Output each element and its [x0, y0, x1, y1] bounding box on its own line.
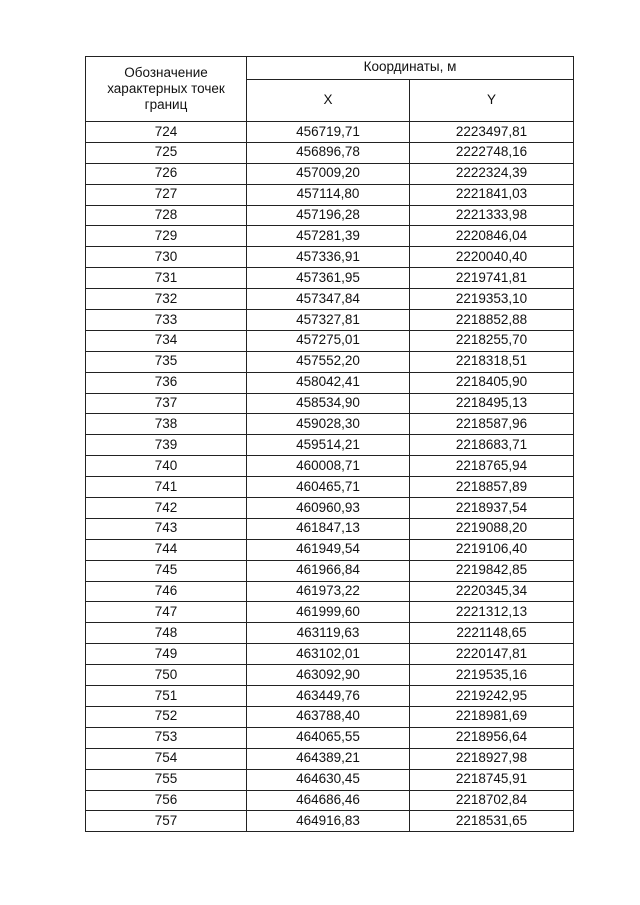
table-row: [86, 623, 574, 644]
cell-point-id: 727: [86, 184, 247, 205]
table-row: [86, 727, 574, 748]
cell-point-id: 724: [86, 122, 247, 143]
cell-point-id: 741: [86, 477, 247, 498]
cell-y: 2218745,91: [410, 769, 574, 790]
cell-x: 463449,76: [247, 686, 410, 707]
cell-point-id: 747: [86, 602, 247, 623]
cell-point-id: 754: [86, 748, 247, 769]
cell-y: 2218405,90: [410, 372, 574, 393]
table-row: [86, 498, 574, 519]
cell-x: 461973,22: [247, 581, 410, 602]
table-row: [86, 414, 574, 435]
cell-y: 2219353,10: [410, 289, 574, 310]
cell-x: 464065,55: [247, 727, 410, 748]
cell-point-id: 732: [86, 289, 247, 310]
cell-point-id: 734: [86, 330, 247, 351]
table-row: [86, 560, 574, 581]
cell-point-id: 738: [86, 414, 247, 435]
cell-point-id: 750: [86, 665, 247, 686]
cell-y: 2218956,64: [410, 727, 574, 748]
cell-y: 2221333,98: [410, 205, 574, 226]
cell-x: 461847,13: [247, 518, 410, 539]
cell-x: 456719,71: [247, 122, 410, 143]
cell-x: 457009,20: [247, 163, 410, 184]
cell-point-id: 726: [86, 163, 247, 184]
cell-y: 2221312,13: [410, 602, 574, 623]
table-row: [86, 142, 574, 163]
table-row: [86, 790, 574, 811]
table-row: [86, 268, 574, 289]
header-coordinates: Координаты, м: [247, 57, 574, 80]
cell-y: 2220846,04: [410, 226, 574, 247]
table-row: [86, 769, 574, 790]
cell-x: 463102,01: [247, 644, 410, 665]
cell-point-id: 745: [86, 560, 247, 581]
cell-y: 2221841,03: [410, 184, 574, 205]
cell-x: 459514,21: [247, 435, 410, 456]
table-row: [86, 351, 574, 372]
cell-point-id: 752: [86, 706, 247, 727]
cell-x: 464686,46: [247, 790, 410, 811]
cell-y: 2219242,95: [410, 686, 574, 707]
table-row: [86, 247, 574, 268]
cell-point-id: 742: [86, 498, 247, 519]
cell-y: 2218318,51: [410, 351, 574, 372]
cell-x: 456896,78: [247, 142, 410, 163]
table-row: [86, 811, 574, 832]
cell-point-id: 756: [86, 790, 247, 811]
table-row: [86, 205, 574, 226]
cell-y: 2222324,39: [410, 163, 574, 184]
table-row: [86, 226, 574, 247]
cell-y: 2219842,85: [410, 560, 574, 581]
cell-point-id: 739: [86, 435, 247, 456]
cell-point-id: 729: [86, 226, 247, 247]
cell-point-id: 757: [86, 811, 247, 832]
table-row: [86, 330, 574, 351]
cell-point-id: 731: [86, 268, 247, 289]
cell-point-id: 743: [86, 518, 247, 539]
cell-y: 2218937,54: [410, 498, 574, 519]
cell-x: 459028,30: [247, 414, 410, 435]
table-row: [86, 456, 574, 477]
table-row: [86, 706, 574, 727]
cell-point-id: 755: [86, 769, 247, 790]
cell-y: 2218495,13: [410, 393, 574, 414]
cell-x: 463119,63: [247, 623, 410, 644]
cell-point-id: 749: [86, 644, 247, 665]
cell-point-id: 751: [86, 686, 247, 707]
cell-point-id: 737: [86, 393, 247, 414]
cell-point-id: 744: [86, 539, 247, 560]
table-row: [86, 122, 574, 143]
cell-y: 2218852,88: [410, 310, 574, 331]
cell-point-id: 733: [86, 310, 247, 331]
cell-point-id: 735: [86, 351, 247, 372]
cell-point-id: 736: [86, 372, 247, 393]
cell-y: 2220345,34: [410, 581, 574, 602]
cell-x: 457552,20: [247, 351, 410, 372]
table-row: [86, 518, 574, 539]
cell-x: 461999,60: [247, 602, 410, 623]
cell-x: 457347,84: [247, 289, 410, 310]
table-row: [86, 289, 574, 310]
cell-y: 2219088,20: [410, 518, 574, 539]
cell-point-id: 725: [86, 142, 247, 163]
table-row: [86, 581, 574, 602]
cell-x: 461966,84: [247, 560, 410, 581]
table-row: [86, 163, 574, 184]
cell-point-id: 730: [86, 247, 247, 268]
cell-x: 460008,71: [247, 456, 410, 477]
cell-point-id: 746: [86, 581, 247, 602]
table-row: [86, 435, 574, 456]
table-row: [86, 393, 574, 414]
cell-y: 2218857,89: [410, 477, 574, 498]
cell-y: 2219106,40: [410, 539, 574, 560]
cell-y: 2218587,96: [410, 414, 574, 435]
cell-y: 2220147,81: [410, 644, 574, 665]
table-row: [86, 539, 574, 560]
cell-point-id: 748: [86, 623, 247, 644]
cell-y: 2219535,16: [410, 665, 574, 686]
table-row: [86, 310, 574, 331]
header-row-top: [86, 57, 574, 80]
table-row: [86, 665, 574, 686]
cell-x: 460960,93: [247, 498, 410, 519]
cell-x: 460465,71: [247, 477, 410, 498]
cell-x: 463092,90: [247, 665, 410, 686]
cell-y: 2218702,84: [410, 790, 574, 811]
cell-x: 457281,39: [247, 226, 410, 247]
table-body: [86, 122, 574, 832]
cell-point-id: 740: [86, 456, 247, 477]
header-designation: Обозначение характерных точек границ: [86, 57, 247, 122]
cell-y: 2219741,81: [410, 268, 574, 289]
cell-point-id: 753: [86, 727, 247, 748]
cell-y: 2218255,70: [410, 330, 574, 351]
cell-y: 2222748,16: [410, 142, 574, 163]
cell-y: 2218683,71: [410, 435, 574, 456]
table-row: [86, 602, 574, 623]
cell-y: 2221148,65: [410, 623, 574, 644]
cell-y: 2218765,94: [410, 456, 574, 477]
cell-x: 457336,91: [247, 247, 410, 268]
coordinates-table: [85, 56, 574, 832]
cell-y: 2218531,65: [410, 811, 574, 832]
cell-point-id: 728: [86, 205, 247, 226]
header-x: X: [247, 79, 410, 121]
table-row: [86, 477, 574, 498]
table-row: [86, 686, 574, 707]
table-row: [86, 372, 574, 393]
cell-x: 458534,90: [247, 393, 410, 414]
cell-y: 2218927,98: [410, 748, 574, 769]
header-y: Y: [410, 79, 574, 121]
cell-x: 457361,95: [247, 268, 410, 289]
cell-x: 464916,83: [247, 811, 410, 832]
table-row: [86, 644, 574, 665]
cell-x: 457327,81: [247, 310, 410, 331]
table-row: [86, 184, 574, 205]
cell-x: 464389,21: [247, 748, 410, 769]
cell-y: 2218981,69: [410, 706, 574, 727]
cell-y: 2223497,81: [410, 122, 574, 143]
cell-x: 457196,28: [247, 205, 410, 226]
table-header: [86, 57, 574, 122]
cell-x: 457275,01: [247, 330, 410, 351]
cell-x: 461949,54: [247, 539, 410, 560]
cell-y: 2220040,40: [410, 247, 574, 268]
cell-x: 458042,41: [247, 372, 410, 393]
cell-x: 464630,45: [247, 769, 410, 790]
cell-x: 457114,80: [247, 184, 410, 205]
table-row: [86, 748, 574, 769]
cell-x: 463788,40: [247, 706, 410, 727]
